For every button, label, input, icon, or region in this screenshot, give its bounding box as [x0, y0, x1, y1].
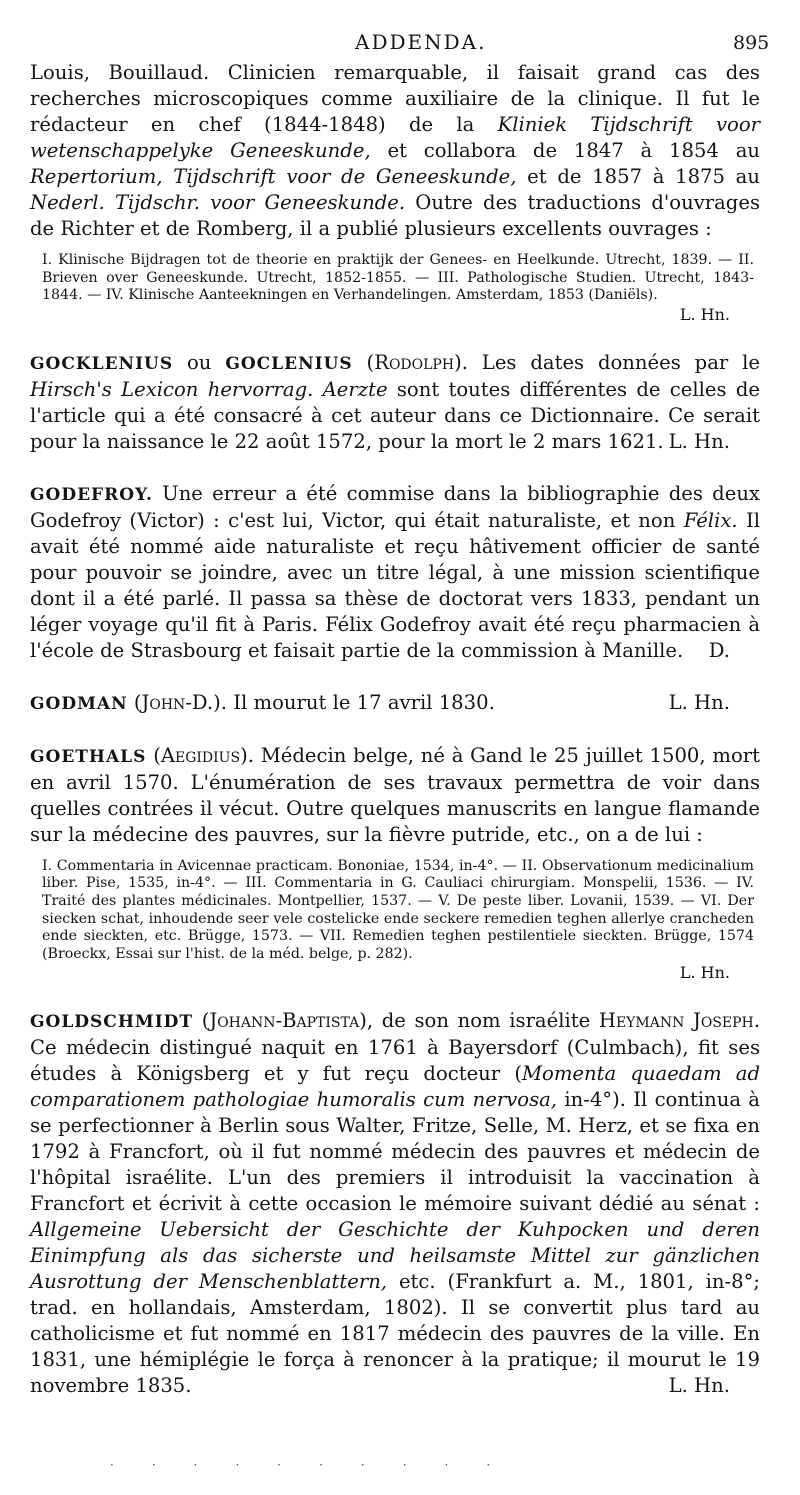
running-head — [0, 30, 800, 56]
signature: L. Hn. — [668, 1374, 730, 1398]
bibliography: I. Klinische Bijdragen tot de theorie en praktijk der Genees- en Heelkunde. Utrecht, 1839. — II. Brieven over Geneeskunde. Utrecht, 1852-1855. — III. Pathologische Studien. Utrecht, 1843-1844. — IV. Klinische Aanteekningen en Verhandelingen. Amsterdam, 1853 (Daniëls). — [42, 252, 754, 304]
headword: GODEFROY. — [30, 484, 153, 505]
entry-text: GOCKLENIUS ou GOCLENIUS (Rodolph). Les dates données par le Hirsch's Lexicon hervorrag. Aerzte sont toutes différentes de celles de l'article qui a été consacré à cet auteur dans ce Dictionnaire. Ce serait pour la naissance le 22 août 1572, pour la mort le 2 mars 1621. L. Hn. — [30, 350, 760, 453]
page-number: 895 — [733, 32, 770, 54]
entry-text: GOLDSCHMIDT (Johann-Baptista), de son nom israélite Heymann Joseph. Ce médecin distingué naquit en 1761 à Bayersdorf (Culmbach), fit ses études à Königsberg et y fut reçu docteur (Momenta quaedam ad comparationem pathologiae humoralis cum nervosa, in-4°). Il continua à se perfectionner à Berlin sous Walter, Fritze, Selle, M. Herz, et se fixa en 1792 à Francfort, où il fut nommé médecin des pauvres et médecin de l'hôpital israélite. L'un des premiers il introduisit la vaccination à Francfort et écrivit à cette occasion le mémoire suivant dédié au sénat : Allgemeine Uebersicht der Geschichte der Kuhpocken und deren Einimpfung als das sicherste und heilsamste Mittel zur gänzlichen Ausrottung der Menschenblattern, etc. (Frankfurt a. M., 1801, in-8°; trad. en hollandais, Amsterdam, 1802). Il se convertit plus tard au catholicisme et fut nommé en 1817 médecin des pauvres de la ville. En 1831, une hémiplégie le força à renoncer à la pratique; il mourut le 19 novembre 1835. L. Hn. — [30, 1009, 760, 1398]
headword-variant: GOCLENIUS — [225, 353, 353, 374]
bibliography: I. Commentaria in Avicennae practicam. Bononiae, 1534, in-4°. — II. Observationum medicinalium liber. Pise, 1535, in-4°. — III. Commentaria in G. Cauliaci chirurgiam. Monspelii, 1536. — IV. Traité des plantes médicinales. Montpellier, 1537. — V. De peste liber. Lovanii, 1539. — VI. Der siecken schat, inhoudende seer vele costelicke ende seckere remedien teghen allerlye crancheden ende sieckten, etc. Brügge, 1573. — VII. Remedien teghen pestilentiele sieckten. Brügge, 1574 (Broeckx, Essai sur l'hist. de la méd. belge, p. 282). — [42, 857, 754, 962]
entry-text: Louis, Bouillaud. Clinicien remarquable, il faisait grand cas des recherches microscopiques comme auxiliaire de la clinique. Il fut le rédacteur en chef (1844-1848) de la Kliniek Tijdschrift voor wetenschappelyke Geneeskunde, et collabora de 1847 à 1854 au Repertorium, Tijdschrift voor de Geneeskunde, et de 1857 à 1875 au Nederl. Tijdschr. voor Geneeskunde. Outre des traductions d'ouvrages de Richter et de Romberg, il a publié plusieurs excellents ouvrages : — [30, 61, 761, 240]
headword: GOETHALS — [30, 746, 147, 767]
signature: L. Hn. — [679, 304, 730, 324]
headword: GOLDSCHMIDT — [30, 1012, 194, 1033]
signature: L. Hn. — [668, 429, 730, 453]
entry-goethals — [30, 743, 760, 983]
entry-goldschmidt — [30, 1008, 760, 1399]
running-head-title: ADDENDA. — [355, 30, 487, 54]
signature: L. Hn. — [668, 690, 730, 714]
page-body — [30, 60, 760, 1399]
entry-text: GODEFROY. Une erreur a été commise dans la bibliographie des deux Godefroy (Victor) : c'est lui, Victor, qui était naturaliste, et non Félix. Il avait été nommé aide naturaliste et reçu hâtivement officier de santé pour pouvoir se joindre, avec un titre légal, à une mission scientifique dont il a été parlé. Il passa sa thèse de doctorat vers 1833, pendant un léger voyage qu'il fit à Paris. Félix Godefroy avait été reçu pharmacien à l'école de Strasbourg et faisait partie de la commission à Manille. D. — [30, 481, 760, 662]
signature: D. — [708, 638, 730, 662]
entry-text: GOETHALS (Aegidius). Médecin belge, né à Gand le 25 juillet 1500, mort en avril 1570. L'énumération de ses travaux permettra de voir dans quelles contrées il vécut. Outre quelques manuscrits en langue flamande sur la médecine des pauvres, sur la fièvre putride, etc., on a de lui : — [30, 743, 760, 846]
entry-godman — [30, 690, 760, 717]
headword: GODMAN — [30, 693, 128, 714]
entry-text: GODMAN (John-D.). Il mourut le 17 avril 1830. L. Hn. — [30, 690, 730, 714]
entry-gocklenius — [30, 350, 760, 455]
entry-continuation — [30, 60, 760, 324]
page-bottom-dots: ·········· — [110, 1458, 529, 1472]
entry-godefroy — [30, 481, 760, 664]
signature: L. Hn. — [679, 963, 730, 983]
headword: GOCKLENIUS — [30, 353, 174, 374]
